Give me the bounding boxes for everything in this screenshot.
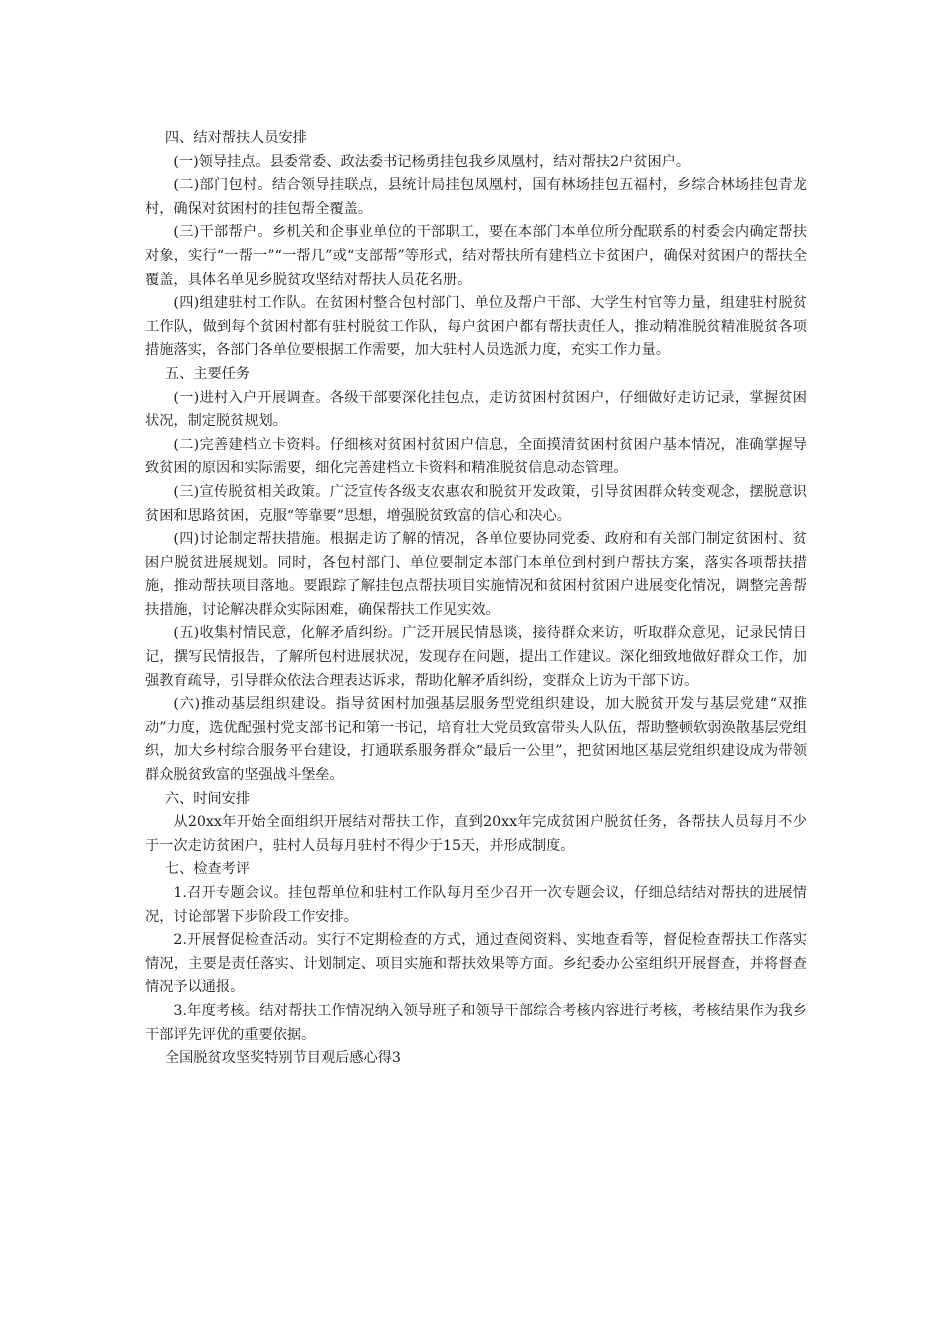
paragraph: (五)收集村情民意，化解矛盾纠纷。广泛开展民情恳谈，接待群众来访，听取群众意见，记录民情日记，撰写民情报告，了解所包村进展状况，发现存在问题，提出工作建议。深化细致地做好群众工作，加强教育疏导，引导群众依法合理表达诉求，帮助化解矛盾纠纷，变群众上访为干部下访。 [145,625,807,689]
paragraph: 3.年度考核。结对帮扶工作情况纳入领导班子和领导干部综合考核内容进行考核，考核结果作为我乡干部评先评优的重要依据。 [145,1002,807,1043]
paragraph: (三)干部帮户。乡机关和企事业单位的干部职工，要在本部门本单位所分配联系的村委会内确定帮扶对象，实行“一帮一”“一帮几”或“支部帮”等形式，结对帮扶所有建档立卡贫困户，确保对贫困户的帮扶全覆盖，具体名单见乡脱贫攻坚结对帮扶人员花名册。 [145,224,807,288]
paragraph: (四)组建驻村工作队。在贫困村整合包村部门、单位及帮户干部、大学生村官等力量，组建驻村脱贫工作队，做到每个贫困村都有驻村脱贫工作队，每户贫困户都有帮扶责任人，推动精准脱贫精准脱贫各项措施落实，各部门各单位要根据工作需要，加大驻村人员选派力度，充实工作力量。 [145,295,807,359]
paragraph: 2.开展督促检查活动。实行不定期检查的方式，通过查阅资料、实地查看等，督促检查帮扶工作落实情况，主要是责任落实、计划制定、项目实施和帮扶效果等方面。乡纪委办公室组织开展督查，并将督查情况予以通报。 [145,932,807,996]
paragraph: (一)领导挂点。县委常委、政法委书记杨勇挂包我乡凤凰村，结对帮扶2户贫困户。 [173,153,691,170]
article-title: 全国脱贫攻坚奖特别节目观后感心得3 [164,1050,401,1067]
paragraph: (四)讨论制定帮扶措施。根据走访了解的情况，各单位要协同党委、政府和有关部门制定贫困村、贫困户脱贫进展规划。同时，各包村部门、单位要制定本部门本单位到村到户帮扶方案，落实各项帮扶措施，推动帮扶项目落地。要跟踪了解挂包点帮扶项目实施情况和贫困村贫困户进展变化情况，调整完善帮扶措施，讨论解决群众实际困难，确保帮扶工作见实效。 [145,531,807,618]
paragraph: (六)推动基层组织建设。指导贫困村加强基层服务型党组织建设，加大脱贫开发与基层党建“双推动”力度，选优配强村党支部书记和第一书记，培育壮大党员致富带头人队伍，帮助整顿软弱涣散基层党组织，加大乡村综合服务平台建设，打通联系服务群众“最后一公里”，把贫困地区基层党组织建设成为带领群众脱贫致富的坚强战斗堡垒。 [145,696,807,784]
paragraph: (一)进村入户开展调查。各级干部要深化挂包点，走访贫困村贫困户，仔细做好走访记录，掌握贫困状况，制定脱贫规划。 [145,389,807,430]
paragraph: (二)完善建档立卡资料。仔细核对贫困村贫困户信息，全面摸清贫困村贫困户基本情况，准确掌握导致贫困的原因和实际需要，细化完善建档立卡资料和精准脱贫信息动态管理。 [145,436,807,477]
section-heading-6: 六、时间安排 [164,790,251,807]
paragraph: 1.召开专题会议。挂包帮单位和驻村工作队每月至少召开一次专题会议，仔细总结结对帮扶的进展情况，讨论部署下步阶段工作安排。 [145,885,807,925]
paragraph: (三)宣传脱贫相关政策。广泛宣传各级支农惠农和脱贫开发政策，引导贫困群众转变观念，摆脱意识贫困和思路贫困，克服“等靠要”思想，增强脱贫致富的信心和决心。 [145,483,807,524]
paragraph: 从20xx年开始全面组织开展结对帮扶工作，直到20xx年完成贫困户脱贫任务，各帮扶人员每月不少于一次走访贫困户，驻村人员每月驻村不得少于15天，并形成制度。 [145,814,807,854]
section-heading-7: 七、检查考评 [164,861,251,878]
document-body [145,127,807,1071]
section-heading-4: 四、结对帮扶人员安排 [164,130,307,146]
section-heading-5: 五、主要任务 [164,365,251,382]
paragraph: (二)部门包村。结合领导挂联点，县统计局挂包凤凰村，国有林场挂包五福村，乡综合林场挂包青龙村，确保对贫困村的挂包帮全覆盖。 [145,177,807,217]
